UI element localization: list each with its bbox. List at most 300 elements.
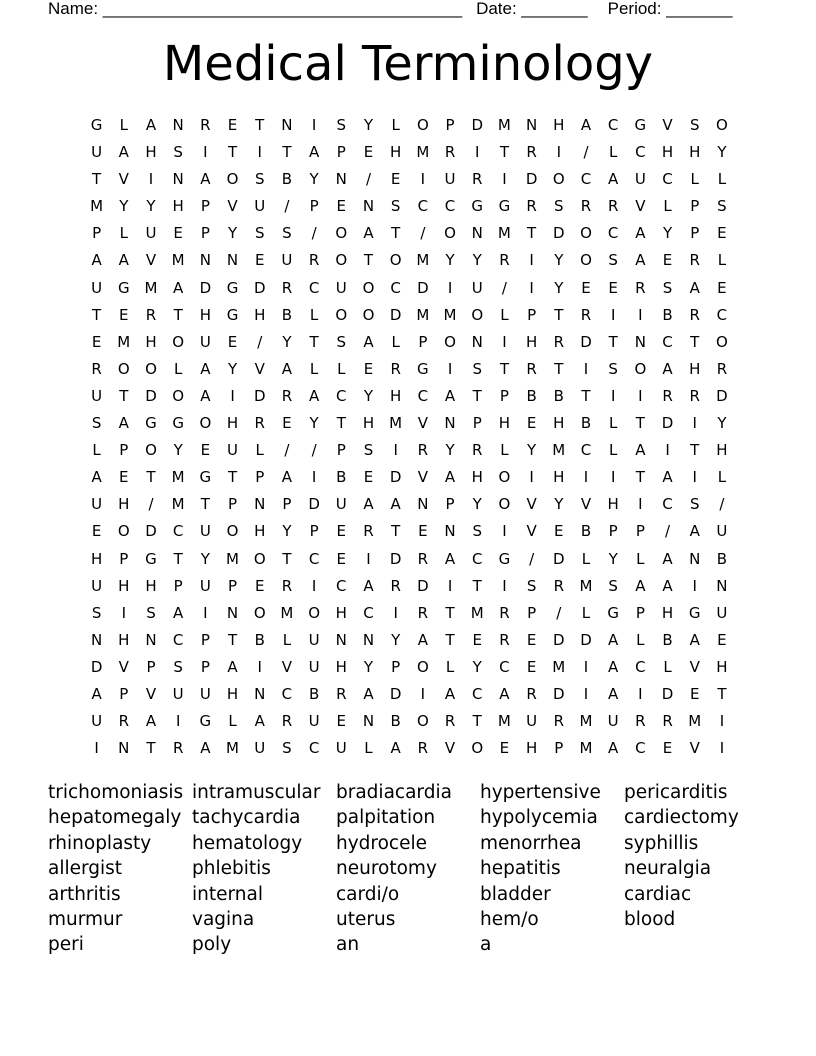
grid-letter[interactable]: Y (527, 441, 537, 460)
grid-letter[interactable]: E (526, 414, 537, 433)
grid-letter[interactable]: A (689, 630, 700, 649)
period-field[interactable]: Period: _______ (607, 0, 733, 18)
grid-letter[interactable]: S (717, 197, 727, 216)
grid-letter[interactable]: O (580, 251, 592, 270)
grid-letter[interactable]: T (391, 224, 401, 243)
grid-letter[interactable]: T (363, 251, 374, 270)
grid-letter[interactable]: U (308, 712, 320, 731)
grid-letter[interactable]: N (689, 549, 701, 568)
grid-letter[interactable]: C (635, 657, 646, 676)
grid-letter[interactable]: O (634, 359, 647, 378)
grid-letter[interactable]: D (661, 414, 674, 433)
grid-letter[interactable]: V (689, 739, 700, 758)
grid-letter[interactable]: L (309, 305, 319, 324)
grid-letter[interactable]: D (417, 576, 429, 595)
grid-letter[interactable]: P (200, 630, 210, 649)
grid-letter[interactable]: V (227, 197, 238, 216)
grid-letter[interactable]: N (634, 332, 646, 351)
grid-letter[interactable]: H (553, 116, 565, 134)
grid-letter[interactable]: T (554, 359, 564, 378)
grid-letter[interactable]: D (389, 305, 402, 324)
grid-letter[interactable]: C (607, 224, 619, 243)
grid-letter[interactable]: G (226, 278, 239, 297)
grid-letter[interactable]: P (635, 603, 645, 622)
grid-letter[interactable]: L (717, 251, 727, 270)
grid-letter[interactable]: E (472, 630, 482, 649)
grid-letter[interactable]: C (471, 684, 483, 703)
grid-letter[interactable]: T (173, 549, 183, 568)
grid-letter[interactable]: R (607, 197, 619, 216)
word-search-grid[interactable] (83, 112, 736, 762)
grid-letter[interactable]: / (284, 441, 290, 460)
grid-letter[interactable]: R (118, 712, 129, 731)
grid-letter[interactable]: M (280, 603, 294, 622)
grid-letter[interactable]: H (145, 332, 157, 351)
grid-letter[interactable]: A (200, 170, 211, 189)
grid-letter[interactable]: L (663, 197, 672, 216)
grid-letter[interactable]: O (335, 305, 348, 324)
grid-letter[interactable]: M (389, 414, 403, 433)
grid-letter[interactable]: E (119, 305, 129, 324)
grid-letter[interactable]: L (173, 359, 183, 378)
grid-letter[interactable]: E (336, 712, 347, 731)
grid-letter[interactable]: Y (608, 549, 618, 568)
grid-letter[interactable]: I (257, 143, 262, 162)
grid-letter[interactable]: S (526, 576, 537, 595)
grid-letter[interactable]: L (581, 603, 591, 622)
grid-letter[interactable]: T (173, 305, 183, 324)
grid-letter[interactable]: M (171, 468, 185, 487)
grid-letter[interactable]: R (553, 576, 564, 595)
grid-letter[interactable]: S (336, 116, 347, 134)
grid-letter[interactable]: U (172, 684, 184, 703)
grid-letter[interactable]: N (362, 197, 375, 216)
grid-letter[interactable]: N (118, 739, 130, 758)
grid-letter[interactable]: A (363, 332, 374, 351)
grid-letter[interactable]: I (638, 495, 643, 514)
grid-letter[interactable]: D (553, 630, 565, 649)
grid-letter[interactable]: N (471, 224, 483, 243)
grid-letter[interactable]: R (526, 143, 537, 162)
grid-letter[interactable]: S (472, 522, 482, 541)
grid-letter[interactable]: U (634, 170, 646, 189)
grid-letter[interactable]: D (580, 332, 592, 351)
grid-letter[interactable]: T (200, 495, 210, 514)
grid-letter[interactable]: H (90, 549, 103, 568)
grid-letter[interactable]: R (281, 386, 293, 405)
grid-letter[interactable]: I (447, 278, 453, 297)
grid-letter[interactable]: Y (309, 414, 319, 433)
grid-letter[interactable]: L (608, 143, 618, 162)
grid-letter[interactable]: R (499, 251, 510, 270)
grid-letter[interactable]: N (226, 251, 239, 270)
grid-letter[interactable]: N (444, 522, 456, 541)
grid-letter[interactable]: S (336, 332, 347, 351)
grid-letter[interactable]: I (529, 251, 534, 270)
grid-letter[interactable]: A (444, 386, 456, 405)
grid-letter[interactable]: U (308, 630, 320, 649)
grid-letter[interactable]: P (690, 224, 700, 243)
grid-letter[interactable]: L (663, 657, 672, 676)
grid-letter[interactable]: V (662, 116, 673, 134)
grid-letter[interactable]: P (309, 197, 319, 216)
grid-letter[interactable]: I (230, 386, 235, 405)
grid-letter[interactable]: R (472, 441, 483, 460)
grid-letter[interactable]: H (226, 684, 239, 703)
grid-letter[interactable]: G (145, 414, 157, 433)
grid-letter[interactable]: U (199, 522, 211, 541)
grid-letter[interactable]: D (90, 657, 103, 676)
grid-letter[interactable]: R (390, 576, 401, 595)
grid-letter[interactable]: B (662, 305, 673, 324)
grid-letter[interactable]: O (362, 305, 375, 324)
grid-letter[interactable]: Y (363, 386, 374, 405)
grid-letter[interactable]: T (608, 332, 618, 351)
grid-letter[interactable]: / (311, 441, 317, 460)
grid-letter[interactable]: T (445, 630, 455, 649)
grid-letter[interactable]: Y (282, 332, 292, 351)
grid-letter[interactable]: U (199, 332, 211, 351)
grid-letter[interactable]: S (282, 224, 292, 243)
grid-letter[interactable]: N (716, 576, 728, 595)
grid-letter[interactable]: L (391, 332, 400, 351)
grid-letter[interactable]: C (336, 386, 347, 405)
grid-letter[interactable]: P (119, 441, 129, 460)
grid-letter[interactable]: I (529, 468, 534, 487)
grid-letter[interactable]: G (199, 712, 212, 731)
grid-letter[interactable]: H (335, 657, 347, 676)
grid-letter[interactable]: A (608, 630, 619, 649)
grid-letter[interactable]: E (336, 549, 347, 568)
grid-letter[interactable]: N (417, 495, 429, 514)
grid-letter[interactable]: C (716, 305, 728, 324)
grid-letter[interactable]: A (227, 657, 238, 676)
grid-letter[interactable]: R (417, 549, 429, 568)
grid-letter[interactable]: E (608, 278, 618, 297)
grid-letter[interactable]: N (362, 712, 375, 731)
grid-letter[interactable]: A (444, 468, 456, 487)
grid-letter[interactable]: N (172, 116, 184, 134)
grid-letter[interactable]: T (92, 305, 102, 324)
grid-letter[interactable]: C (336, 576, 347, 595)
grid-letter[interactable]: U (607, 712, 619, 731)
grid-letter[interactable]: U (444, 170, 456, 189)
grid-letter[interactable]: E (363, 468, 374, 487)
grid-letter[interactable]: A (608, 739, 619, 758)
grid-letter[interactable]: / (365, 170, 371, 189)
grid-letter[interactable]: N (335, 630, 347, 649)
grid-letter[interactable]: E (173, 224, 183, 243)
grid-letter[interactable]: O (389, 251, 402, 270)
grid-letter[interactable]: T (391, 522, 401, 541)
grid-letter[interactable]: P (282, 495, 292, 514)
grid-letter[interactable]: G (634, 116, 647, 134)
grid-letter[interactable]: C (308, 549, 320, 568)
grid-letter[interactable]: S (554, 197, 564, 216)
grid-letter[interactable]: Y (363, 116, 374, 134)
grid-letter[interactable]: N (254, 495, 266, 514)
grid-letter[interactable]: H (525, 739, 538, 758)
grid-letter[interactable]: V (118, 657, 129, 676)
grid-letter[interactable]: V (526, 495, 537, 514)
grid-letter[interactable]: A (608, 684, 619, 703)
grid-letter[interactable]: T (472, 712, 482, 731)
grid-letter[interactable]: R (662, 386, 673, 405)
grid-letter[interactable]: C (471, 549, 483, 568)
grid-letter[interactable]: O (226, 170, 239, 189)
grid-letter[interactable]: E (282, 414, 292, 433)
grid-letter[interactable]: Y (554, 251, 564, 270)
grid-letter[interactable]: C (390, 278, 401, 297)
grid-letter[interactable]: S (608, 251, 618, 270)
grid-letter[interactable]: H (118, 630, 130, 649)
grid-letter[interactable]: Y (309, 170, 319, 189)
grid-letter[interactable]: R (363, 522, 374, 541)
grid-letter[interactable]: P (336, 143, 346, 162)
grid-letter[interactable]: E (554, 522, 564, 541)
grid-letter[interactable]: P (472, 414, 482, 433)
grid-letter[interactable]: A (91, 468, 102, 487)
grid-letter[interactable]: S (662, 278, 673, 297)
grid-letter[interactable]: L (608, 414, 618, 433)
grid-letter[interactable]: U (145, 224, 157, 243)
grid-letter[interactable]: S (91, 603, 102, 622)
grid-letter[interactable]: E (717, 224, 727, 243)
grid-letter[interactable]: / (257, 332, 263, 351)
grid-letter[interactable]: O (172, 386, 185, 405)
grid-letter[interactable]: P (200, 224, 210, 243)
grid-letter[interactable]: L (391, 116, 400, 134)
grid-letter[interactable]: I (583, 657, 589, 676)
grid-letter[interactable]: A (118, 143, 129, 162)
grid-letter[interactable]: Y (717, 143, 727, 162)
grid-letter[interactable]: Y (200, 549, 210, 568)
grid-letter[interactable]: N (145, 630, 157, 649)
grid-letter[interactable]: D (661, 684, 674, 703)
grid-letter[interactable]: Y (717, 414, 727, 433)
grid-letter[interactable]: I (393, 603, 398, 622)
grid-letter[interactable]: / (284, 197, 290, 216)
grid-letter[interactable]: A (173, 278, 184, 297)
grid-letter[interactable]: S (282, 739, 292, 758)
grid-letter[interactable]: E (227, 116, 238, 134)
grid-letter[interactable]: B (580, 522, 592, 541)
grid-letter[interactable]: D (145, 386, 157, 405)
grid-letter[interactable]: T (282, 549, 292, 568)
grid-letter[interactable]: O (416, 657, 429, 676)
grid-letter[interactable]: S (689, 116, 700, 134)
grid-letter[interactable]: I (447, 576, 453, 595)
grid-letter[interactable]: R (336, 684, 347, 703)
grid-letter[interactable]: U (227, 441, 239, 460)
grid-letter[interactable]: U (335, 739, 347, 758)
grid-letter[interactable]: I (502, 576, 507, 595)
grid-letter[interactable]: P (228, 576, 238, 595)
grid-letter[interactable]: C (580, 441, 592, 460)
grid-letter[interactable]: S (363, 441, 374, 460)
grid-letter[interactable]: E (227, 332, 238, 351)
grid-letter[interactable]: B (716, 549, 728, 568)
grid-letter[interactable]: R (689, 251, 700, 270)
grid-letter[interactable]: H (172, 197, 184, 216)
grid-letter[interactable]: A (689, 522, 700, 541)
grid-letter[interactable]: A (662, 549, 673, 568)
grid-letter[interactable]: S (608, 576, 618, 595)
grid-letter[interactable]: T (146, 739, 156, 758)
grid-letter[interactable]: G (498, 549, 511, 568)
grid-letter[interactable]: H (335, 603, 347, 622)
grid-letter[interactable]: A (662, 468, 673, 487)
grid-letter[interactable]: P (309, 522, 319, 541)
grid-letter[interactable]: / (665, 522, 671, 541)
grid-letter[interactable]: R (689, 386, 700, 405)
grid-letter[interactable]: O (199, 414, 212, 433)
grid-letter[interactable]: E (418, 522, 428, 541)
grid-letter[interactable]: B (526, 386, 537, 405)
grid-letter[interactable]: L (717, 170, 727, 189)
grid-letter[interactable]: M (90, 197, 104, 216)
grid-letter[interactable]: U (335, 495, 347, 514)
grid-letter[interactable]: A (91, 684, 102, 703)
grid-letter[interactable]: A (118, 251, 129, 270)
grid-letter[interactable]: A (390, 495, 401, 514)
grid-letter[interactable]: T (282, 143, 292, 162)
grid-letter[interactable]: E (717, 630, 727, 649)
grid-letter[interactable]: M (226, 549, 239, 568)
grid-letter[interactable]: T (472, 386, 482, 405)
grid-letter[interactable]: Y (554, 495, 564, 514)
grid-letter[interactable]: E (91, 332, 102, 351)
grid-letter[interactable]: R (689, 305, 700, 324)
grid-letter[interactable]: C (662, 495, 673, 514)
grid-letter[interactable]: L (636, 630, 645, 649)
grid-letter[interactable]: T (146, 468, 156, 487)
grid-letter[interactable]: O (253, 549, 266, 568)
grid-letter[interactable]: B (390, 712, 401, 731)
grid-letter[interactable]: Y (472, 495, 482, 514)
grid-letter[interactable]: N (199, 251, 211, 270)
grid-letter[interactable]: P (608, 522, 618, 541)
grid-letter[interactable]: B (553, 386, 564, 405)
grid-letter[interactable]: P (635, 522, 645, 541)
grid-letter[interactable]: H (471, 468, 483, 487)
grid-letter[interactable]: T (227, 468, 238, 487)
grid-letter[interactable]: P (391, 657, 401, 676)
grid-letter[interactable]: M (497, 224, 511, 243)
grid-letter[interactable]: R (254, 414, 265, 433)
grid-letter[interactable]: H (661, 603, 674, 622)
grid-letter[interactable]: M (144, 278, 158, 297)
grid-letter[interactable]: N (525, 116, 538, 134)
grid-letter[interactable]: A (635, 441, 646, 460)
grid-letter[interactable]: I (311, 576, 317, 595)
grid-letter[interactable]: I (311, 468, 317, 487)
grid-letter[interactable]: H (145, 576, 157, 595)
grid-letter[interactable]: G (199, 468, 212, 487)
grid-letter[interactable]: H (199, 305, 211, 324)
grid-letter[interactable]: V (118, 170, 129, 189)
grid-letter[interactable]: A (363, 684, 374, 703)
grid-letter[interactable]: L (445, 657, 455, 676)
grid-letter[interactable]: S (173, 143, 183, 162)
grid-letter[interactable]: R (308, 251, 320, 270)
grid-letter[interactable]: M (579, 739, 593, 758)
grid-letter[interactable]: N (172, 170, 184, 189)
grid-letter[interactable]: A (689, 278, 700, 297)
grid-letter[interactable]: M (226, 739, 239, 758)
grid-letter[interactable]: I (638, 684, 643, 703)
grid-letter[interactable]: R (145, 305, 157, 324)
grid-letter[interactable]: C (662, 332, 673, 351)
grid-letter[interactable]: L (337, 359, 346, 378)
grid-letter[interactable]: P (527, 305, 537, 324)
grid-letter[interactable]: G (145, 549, 157, 568)
date-field[interactable]: Date: _______ (476, 0, 588, 18)
grid-letter[interactable]: I (203, 603, 208, 622)
grid-letter[interactable]: D (471, 116, 483, 134)
grid-letter[interactable]: P (119, 549, 129, 568)
grid-letter[interactable]: S (608, 359, 618, 378)
grid-letter[interactable]: O (226, 522, 239, 541)
grid-letter[interactable]: M (579, 576, 593, 595)
grid-letter[interactable]: P (200, 657, 210, 676)
grid-letter[interactable]: A (308, 386, 320, 405)
grid-letter[interactable]: R (390, 359, 401, 378)
grid-letter[interactable]: H (525, 332, 538, 351)
grid-letter[interactable]: G (90, 116, 103, 134)
grid-letter[interactable]: D (253, 386, 266, 405)
grid-letter[interactable]: R (281, 576, 293, 595)
grid-letter[interactable]: S (91, 414, 102, 433)
grid-letter[interactable]: D (389, 684, 402, 703)
grid-letter[interactable]: D (253, 278, 266, 297)
grid-letter[interactable]: L (581, 549, 591, 568)
grid-letter[interactable]: A (118, 414, 129, 433)
grid-letter[interactable]: G (172, 414, 184, 433)
grid-letter[interactable]: R (417, 441, 429, 460)
grid-letter[interactable]: E (390, 170, 401, 189)
grid-letter[interactable]: H (689, 359, 701, 378)
grid-letter[interactable]: L (119, 116, 128, 134)
grid-letter[interactable]: T (635, 468, 645, 487)
grid-letter[interactable]: I (420, 170, 426, 189)
grid-letter[interactable]: U (91, 712, 103, 731)
grid-letter[interactable]: B (662, 630, 673, 649)
grid-letter[interactable]: R (499, 603, 510, 622)
grid-letter[interactable]: T (690, 332, 700, 351)
grid-letter[interactable]: Y (173, 441, 183, 460)
grid-letter[interactable]: I (583, 359, 589, 378)
grid-letter[interactable]: D (389, 468, 402, 487)
grid-letter[interactable]: G (688, 603, 701, 622)
grid-letter[interactable]: A (417, 630, 428, 649)
grid-letter[interactable]: T (255, 116, 265, 134)
grid-letter[interactable]: D (716, 386, 728, 405)
grid-letter[interactable]: H (254, 305, 266, 324)
grid-letter[interactable]: R (281, 712, 293, 731)
grid-letter[interactable]: L (255, 441, 264, 460)
grid-letter[interactable]: E (499, 739, 510, 758)
grid-letter[interactable]: A (200, 359, 211, 378)
grid-letter[interactable]: V (417, 468, 428, 487)
grid-letter[interactable]: T (309, 332, 319, 351)
grid-letter[interactable]: Y (662, 224, 673, 243)
grid-letter[interactable]: I (610, 386, 616, 405)
grid-letter[interactable]: M (416, 305, 430, 324)
grid-letter[interactable]: A (145, 712, 157, 731)
grid-letter[interactable]: C (635, 143, 646, 162)
grid-letter[interactable]: S (146, 603, 156, 622)
